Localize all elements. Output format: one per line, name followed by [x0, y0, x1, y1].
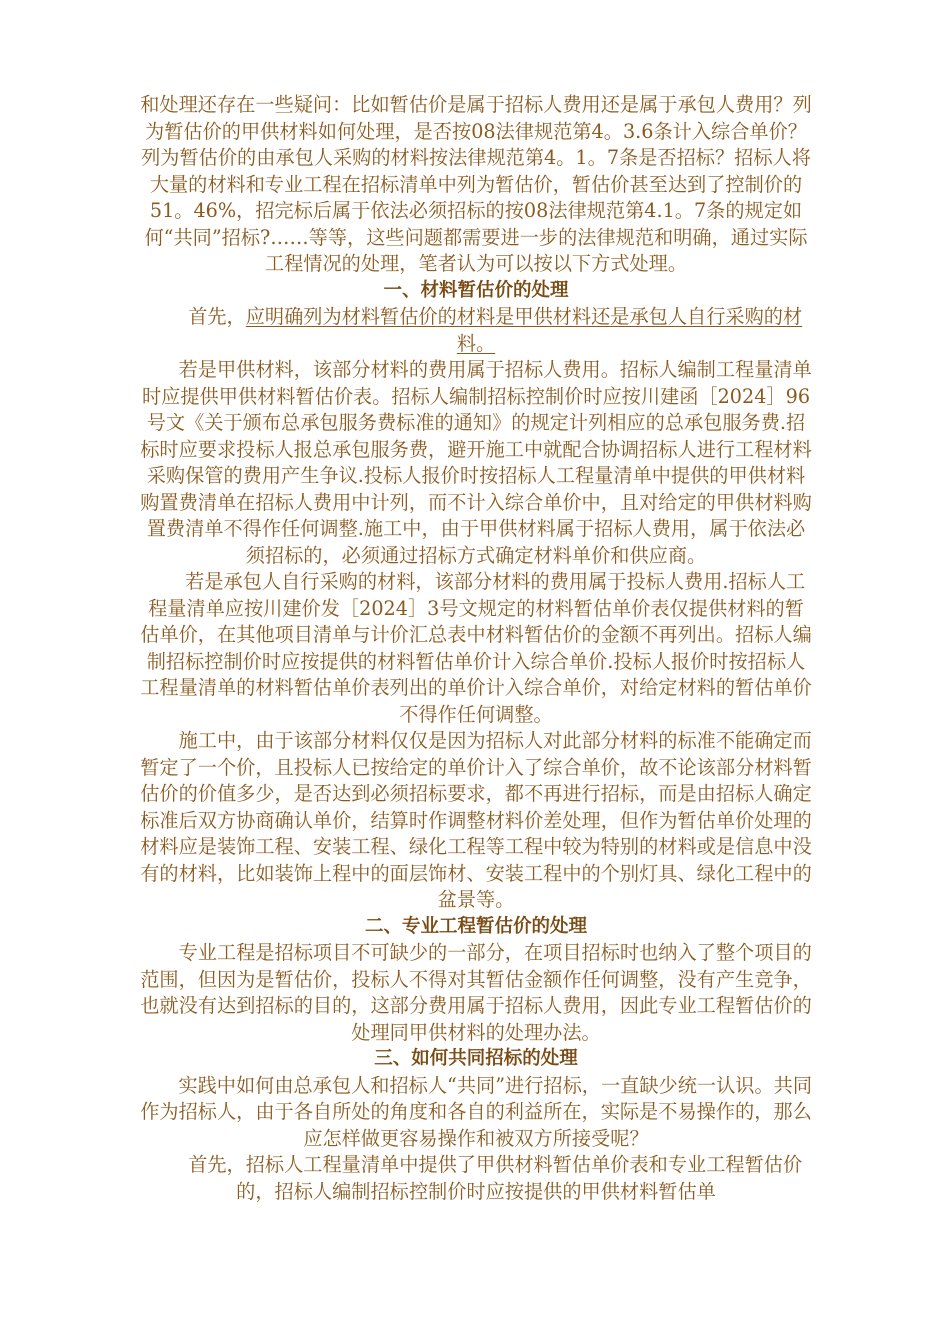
intro-paragraph: 和处理还存在一些疑问：比如暂估价是属于招标人费用还是属于承包人费用？列为暂估价的甲供材料如何处理，是否按08法律规范第4。3.6条计入综合单价？列为暂估价的由承包人采购的材料按法律规范第4。1。7条是否招标？招标人将大量的材料和专业工程在招标清单中列为暂估价，暂估价甚至达到了控制价的51。46%，招完标后属于依法必须招标的按08法律规范第4.1。7条的规定如何“共同”招标?……等等，这些问题都需要进一步的法律规范和明确，通过实际工程情况的处理，笔者认为可以按以下方式处理。 — [140, 93, 812, 275]
paragraph-owner-supplied: 若是甲供材料，该部分材料的费用属于招标人费用。招标人编制工程量清单时应提供甲供材料暂估价表。招标人编制招标控制价时应按川建函［2024］96号文《关于颁布总承包服务费标准的通知》的规定计列相应的总承包服务费.招标时应要求投标人报总承包服务费，避开施工中就配合协调招标人进行工程材料采购保管的费用产生争议.投标人报价时按招标人工程量清单中提供的甲供材料购置费清单在招标人费用中计列，而不计入综合单价中，且对给定的甲供材料购置费清单不得作任何调整.施工中，由于甲供材料属于招标人费用，属于依法必须招标的，必须通过招标方式确定材料单价和供应商。 — [140, 358, 812, 567]
paragraph-joint-bidding: 实践中如何由总承包人和招标人“共同”进行招标，一直缺少统一认识。共同作为招标人，由于各自所处的角度和各自的利益所在，实际是不易操作的，那么应怎样做更容易操作和被双方所接受呢？ — [140, 1073, 813, 1150]
underlined-text: 应明确列为材料暂估价的材料是甲供材料还是承包人自行采购的材料。 — [245, 305, 803, 355]
paragraph-specialty: 专业工程是招标项目不可缺少的一部分，在项目招标时也纳入了整个项目的范围，但因为是暂估价，投标人不得对其暂估金额作任何调整，没有产生竞争，也就没有达到招标的目的，这部分费用属于招标人费用，因此专业工程暂估价的处理同甲供材料的处理办法。 — [140, 941, 812, 1044]
paragraph-first — [140, 304, 812, 357]
paragraph-first-prefix: 首先， — [188, 305, 246, 328]
section-heading-materials: 一、材料暂估价的处理 — [383, 279, 569, 301]
document-page — [140, 92, 812, 1205]
paragraph-contractor-purchased: 若是承包人自行采购的材料，该部分材料的费用属于投标人费用.招标人工程量清单应按川建价发［2024］3号文规定的材料暂估单价表仅提供材料的暂估单价，在其他项目清单与计价汇总表中材料暂估价的金额不再列出。招标人编制招标控制价时应按提供的材料暂估单价计入综合单价.投标人报价时按招标人工程量清单的材料暂估单价表列出的单价计入综合单价，对给定材料的暂估单价不得作任何调整。 — [140, 570, 812, 726]
section-heading-specialty: 二、专业工程暂估价的处理 — [364, 915, 587, 937]
paragraph-final: 首先，招标人工程量清单中提供了甲供材料暂估单价表和专业工程暂估价的，招标人编制招标控制价时应按提供的甲供材料暂估单 — [188, 1153, 803, 1203]
section-heading-joint-bidding: 三、如何共同招标的处理 — [374, 1048, 578, 1069]
paragraph-construction: 施工中，由于该部分材料仅仅是因为招标人对此部分材料的标准不能确定而暂定了一个价，且投标人已按给定的单价计入了综合单价，故不论该部分材料暂估价的价值多少，是否达到必须招标要求，都不再进行招标，而是由招标人确定标准后双方协商确认单价，结算时作调整材料价差处理，但作为暂估单价处理的材料应是装饰工程、安装工程、绿化工程等工程中较为特别的材料或是信息中没有的材料，比如装饰上程中的面层饰材、安装工程中的个别灯具、绿化工程中的盆景等。 — [140, 729, 812, 911]
